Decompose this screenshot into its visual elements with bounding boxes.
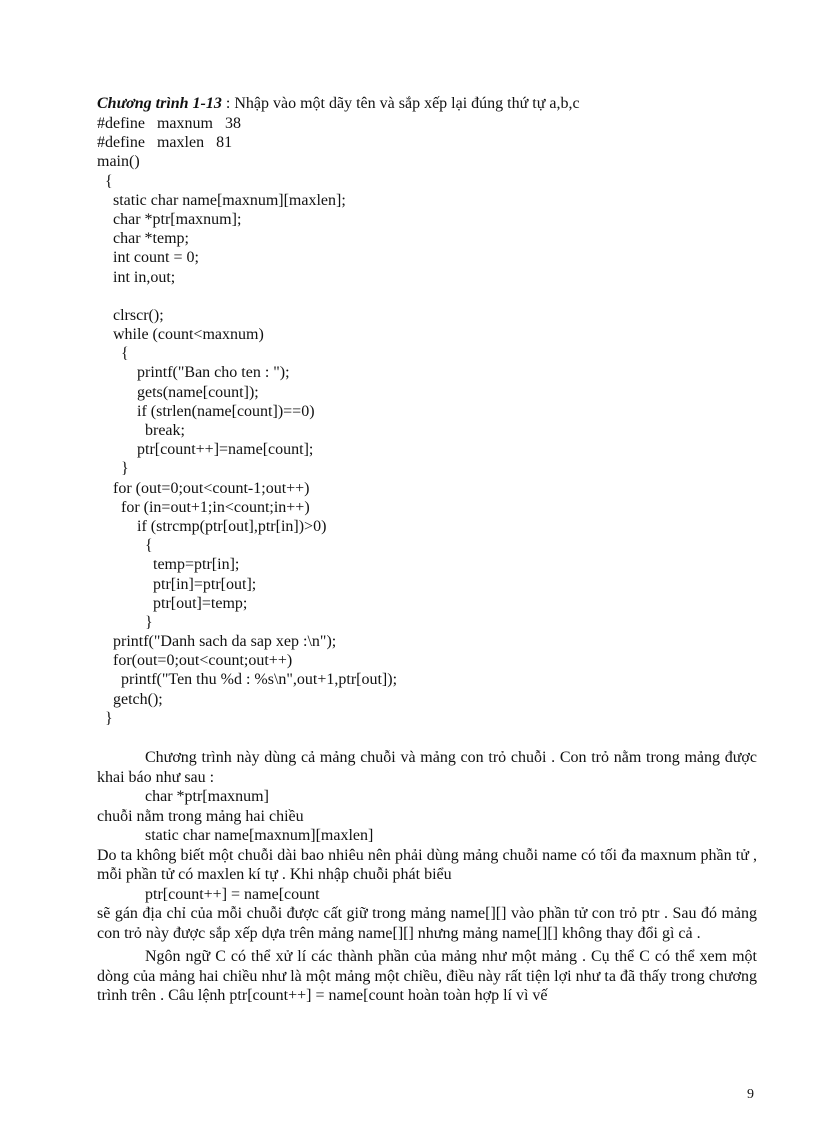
program-heading (97, 94, 580, 113)
paragraph: sẽ gán địa chỉ của mỗi chuỗi được cất giữ trong mảng name[][] vào phần tử con trỏ ptr . Sau đó mảng con trỏ này được sắp xếp dựa trên mảng name[][] nhưng mảng name[][] không thay đổi gì cả . (97, 905, 757, 942)
code-line: temp=ptr[in]; (97, 556, 240, 574)
program-label: Chương trình 1-13 (97, 95, 222, 112)
code-snippet: ptr[count++] = name[count (145, 885, 320, 903)
code-listing (97, 114, 397, 728)
code-line: printf("Ban cho ten : "); (97, 364, 290, 382)
code-line: clrscr(); (97, 306, 164, 324)
code-line: for (in=out+1;in<count;in++) (97, 498, 310, 516)
code-snippet: static char name[maxnum][maxlen] (145, 827, 374, 844)
code-line: ptr[in]=ptr[out]; (97, 575, 257, 593)
code-line: gets(name[count]); (97, 383, 259, 401)
code-snippet: char *ptr[maxnum] (145, 788, 269, 805)
code-line: static char name[maxnum][maxlen]; (97, 191, 346, 209)
code-line: #define maxlen 81 (97, 134, 233, 152)
paragraph: Chương trình này dùng cả mảng chuỗi và mảng con trỏ chuỗi . Con trỏ nằm trong mảng được khai báo như sau : (97, 749, 757, 786)
code-line: { (97, 537, 153, 555)
code-line: for(out=0;out<count;out++) (97, 652, 293, 670)
code-line: if (strcmp(ptr[out],ptr[in])>0) (97, 517, 327, 535)
paragraph: Ngôn ngữ C có thể xử lí các thành phần của mảng như một mảng . Cụ thể C có thể xem một dòng của mảng hai chiều như là một mảng một chiều, điều này rất tiện lợi như ta đã thấy trong chương trình trên . Câu lệnh ptr[count++] = name[count hoàn toàn hợp lí vì vế (97, 948, 757, 1004)
page-number: 9 (747, 1087, 754, 1102)
code-line: } (97, 613, 153, 631)
explanation-text (97, 748, 757, 1006)
code-line: { (97, 172, 113, 190)
code-line (97, 287, 397, 306)
code-line: char *temp; (97, 230, 189, 248)
code-line: break; (97, 422, 185, 439)
code-line: int in,out; (97, 268, 176, 286)
text-line: chuỗi nằm trong mảng hai chiều (97, 807, 304, 825)
code-line: main() (97, 153, 140, 171)
code-line: int count = 0; (97, 249, 199, 267)
code-line: while (count<maxnum) (97, 326, 264, 344)
code-line: ptr[out]=temp; (97, 594, 248, 612)
code-line: getch(); (97, 690, 163, 708)
code-line: printf("Ten thu %d : %s\n",out+1,ptr[out]); (97, 671, 398, 689)
code-line: ptr[count++]=name[count]; (97, 441, 314, 459)
code-line: char *ptr[maxnum]; (97, 210, 242, 228)
paragraph: Do ta không biết một chuỗi dài bao nhiêu nên phải dùng mảng chuỗi name có tối đa maxnum phần tử , mỗi phần tử có maxlen kí tự . Khi nhập chuỗi phát biểu (97, 846, 757, 883)
code-line: for (out=0;out<count-1;out++) (97, 479, 310, 497)
code-line: } (97, 460, 129, 478)
program-description: : Nhập vào một dãy tên và sắp xếp lại đúng thứ tự a,b,c (221, 95, 580, 112)
code-line: #define maxnum 38 (97, 115, 241, 132)
code-line: { (97, 345, 129, 363)
code-line: } (97, 709, 113, 727)
code-line: if (strlen(name[count])==0) (97, 402, 315, 420)
code-line: printf("Danh sach da sap xep :\n"); (97, 633, 337, 651)
